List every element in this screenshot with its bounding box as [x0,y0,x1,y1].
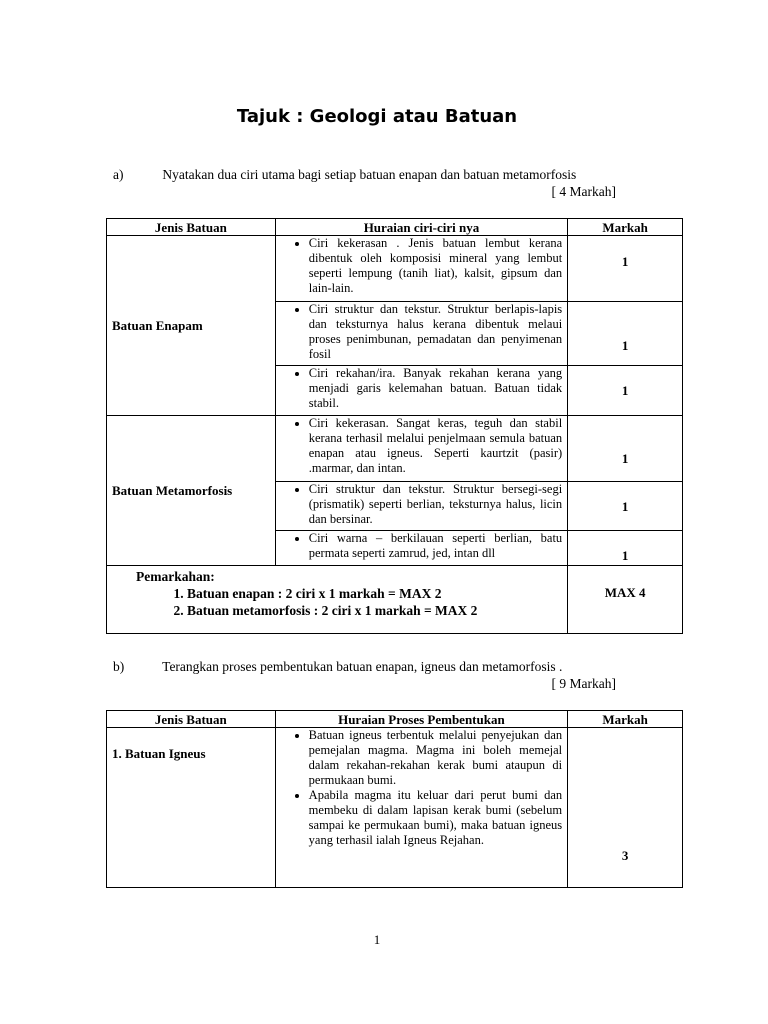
row-mark: 1 [568,482,683,531]
group-name: Batuan Metamorfosis [107,416,276,566]
summary-cell [107,566,568,634]
group-name: Batuan Enapam [107,236,276,416]
page-number: 1 [373,932,381,947]
summary-item: 2. Batuan metamorfosis : 2 ciri x 1 markah = MAX 2 [187,602,562,619]
row-mark: 3 [568,728,683,888]
header-markah: Markah [568,711,683,728]
question-a [113,167,576,183]
summary-item: 1. Batuan enapan : 2 ciri x 1 markah = MAX 2 [187,585,562,602]
question-b-text: Terangkan proses pembentukan batuan enapan, igneus dan metamorfosis . [162,659,563,674]
header-huraian: Huraian Proses Pembentukan [275,711,567,728]
row-mark: 1 [568,236,683,302]
row-text: • Batuan igneus terbentuk melalui penyejukan dan pemejalan magma. Magma ini boleh memejal dalam rekahan-rekahan kerak bumi ataupun di permukaan bumi. • Apabila magma itu keluar dari perut bumi dan membeku di dalam lapisan kerak bumi (sebelum sampai ke permukaan bumi), maka batuan igneus yang terhasil ialah Igneus Rejahan. [275,728,567,888]
question-a-label: a) [113,167,124,182]
table-b-header [107,711,683,728]
row-text: • Ciri struktur dan tekstur. Struktur bersegi-segi (prismatik) seperti berlian, teksturnya halus, licin dan bersinar. [275,482,567,531]
summary-mark: MAX 4 [568,566,683,634]
page-title: Tajuk : Geologi atau Batuan [236,106,518,127]
row-text: • Ciri kekerasan . Jenis batuan lembut kerana dibentuk oleh komposisi mineral yang lembut seperti lempung (tanih liat), kalsit, gipsum dan lain-lain. [275,236,567,302]
table-row [107,236,683,302]
row-mark: 1 [568,416,683,482]
table-a [106,218,683,634]
header-huraian: Huraian ciri-ciri nya [275,219,567,236]
question-b-marks: [ 9 Markah] [551,676,616,691]
row-text: • Ciri struktur dan tekstur. Struktur berlapis-lapis dan teksturnya halus kerana dibentuk melaui proses penimbunan, pemadatan dan penyimenan fosil [275,302,567,366]
table-a-header [107,219,683,236]
header-jenis: Jenis Batuan [107,219,276,236]
header-jenis: Jenis Batuan [107,711,276,728]
row-text: • Ciri kekerasan. Sangat keras, teguh dan stabil kerana terhasil melalui penjelmaan semula batuan enapan atau igneus. Seperti kaurtzit (pasir) .marmar, dan intan. [275,416,567,482]
row-mark: 1 [568,366,683,416]
row-name: 1. Batuan Igneus [107,728,276,888]
question-a-text: Nyatakan dua ciri utama bagi setiap batuan enapan dan batuan metamorfosis [162,167,577,182]
question-b-label: b) [113,659,125,674]
table-b [106,710,683,888]
row-text: • Ciri warna – berkilauan seperti berlian, batu permata seperti zamrud, jed, intan dll [275,531,567,566]
question-a-marks: [ 4 Markah] [551,184,616,199]
summary-row [107,566,683,634]
row-mark: 1 [568,302,683,366]
header-markah: Markah [568,219,683,236]
question-b [113,659,562,675]
row-text: • Ciri rekahan/ira. Banyak rekahan kerana yang menjadi garis kelemahan batuan. Batuan tidak stabil. [275,366,567,416]
table-row [107,728,683,888]
table-row [107,416,683,482]
row-mark: 1 [568,531,683,566]
summary-heading: Pemarkahan: [136,569,215,584]
